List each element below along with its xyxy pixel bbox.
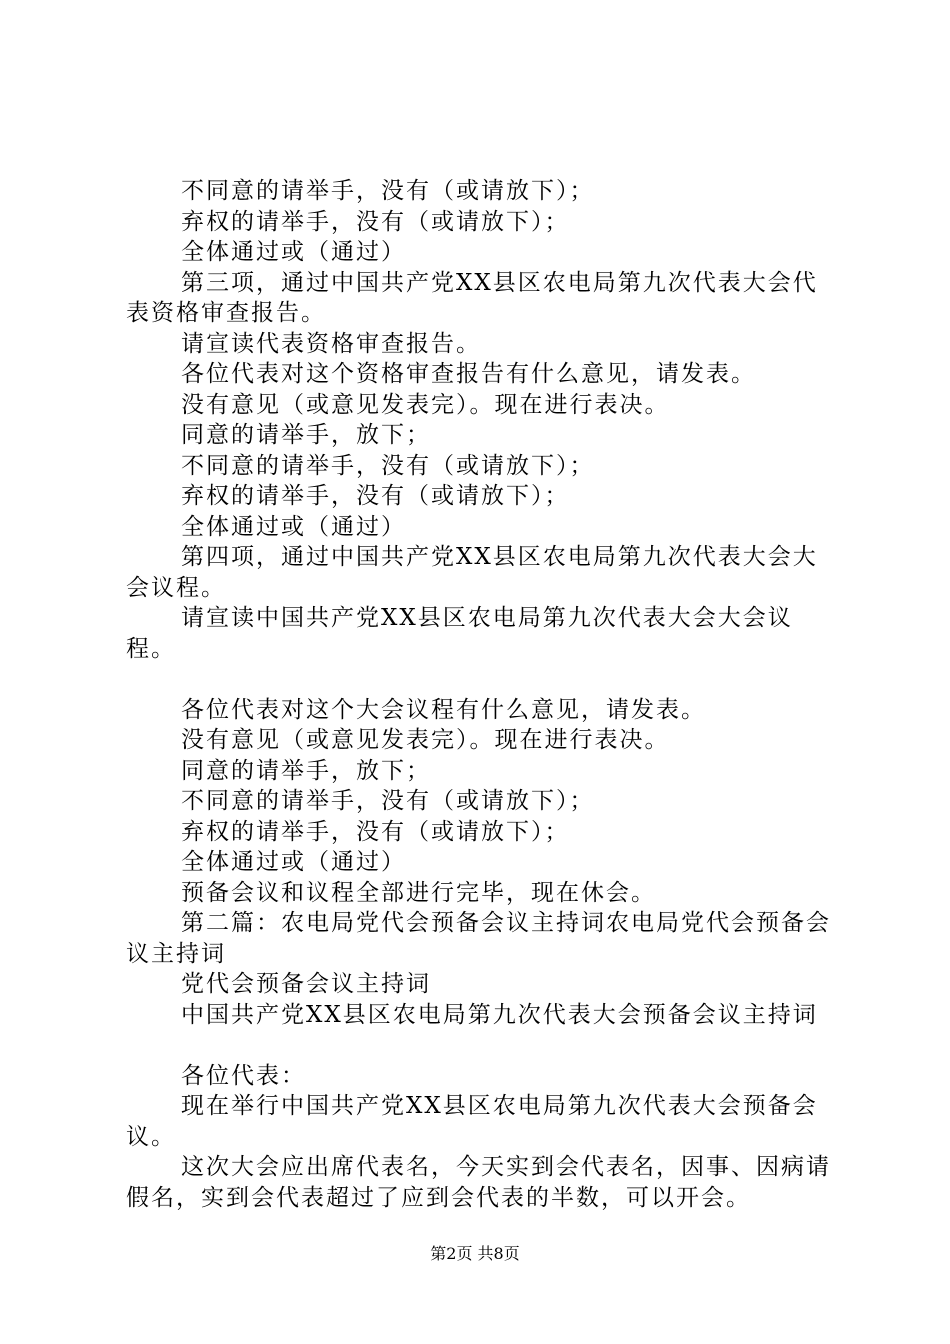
paragraph-no-opinion: 没有意见（或意见发表完）。现在进行表决。 [181,727,670,753]
paragraph-vote-abstain: 弃权的请举手，没有（或请放下）； [181,483,570,509]
paragraph-vote-passed: 全体通过或（通过） [181,513,406,540]
blank-line [126,664,838,695]
paragraph-speech-full-title: 中国共产党XX县区农电局第九次代表大会预备会议主持词 [181,1001,818,1028]
paragraph-attendance: 这次大会应出席代表名，今天实到会代表名，因事、因病请假名，实到会代表超过了应到会代表的半数，可以开会。 [126,1154,831,1211]
paragraph-agenda-opinions: 各位代表对这个大会议程有什么意见，请发表。 [181,696,706,723]
paragraph-adjourn: 预备会议和议程全部进行完毕，现在休会。 [181,879,656,906]
blank-line [126,1030,838,1061]
document-body [126,176,838,1213]
paragraph-vote-against: 不同意的请举手，没有（或请放下）； [181,788,595,814]
paragraph-vote-against: 不同意的请举手，没有（或请放下）； [181,178,595,204]
paragraph-meeting-open: 现在举行中国共产党XX县区农电局第九次代表大会预备会议。 [126,1093,818,1150]
paragraph-vote-agree: 同意的请举手，放下； [181,422,431,448]
paragraph-read-report: 请宣读代表资格审查报告。 [181,330,481,357]
section-heading-part-two: 第二篇：农电局党代会预备会议主持词农电局党代会预备会议主持词 [126,910,831,967]
paragraph-vote-passed: 全体通过或（通过） [181,239,406,265]
paragraph-vote-abstain: 弃权的请举手，没有（或请放下）； [181,818,570,845]
page-number-footer: 第2页 共8页 [430,1244,520,1263]
paragraph-read-agenda: 请宣读中国共产党XX县区农电局第九次代表大会大会议程。 [126,605,793,662]
paragraph-vote-abstain: 弃权的请举手，没有（或请放下）； [181,208,570,235]
paragraph-salutation: 各位代表： [181,1062,306,1089]
paragraph-vote-agree: 同意的请举手，放下； [181,757,431,784]
paragraph-no-opinion: 没有意见（或意见发表完）。现在进行表决。 [181,391,670,418]
paragraph-report-opinions: 各位代表对这个资格审查报告有什么意见，请发表。 [181,361,756,387]
paragraph-item-three: 第三项，通过中国共产党XX县区农电局第九次代表大会代表资格审查报告。 [126,269,818,326]
paragraph-vote-passed: 全体通过或（通过） [181,849,406,875]
paragraph-item-four: 第四项，通过中国共产党XX县区农电局第九次代表大会大会议程。 [126,544,818,601]
paragraph-vote-against: 不同意的请举手，没有（或请放下）； [181,452,595,479]
paragraph-speech-title: 党代会预备会议主持词 [181,971,431,997]
